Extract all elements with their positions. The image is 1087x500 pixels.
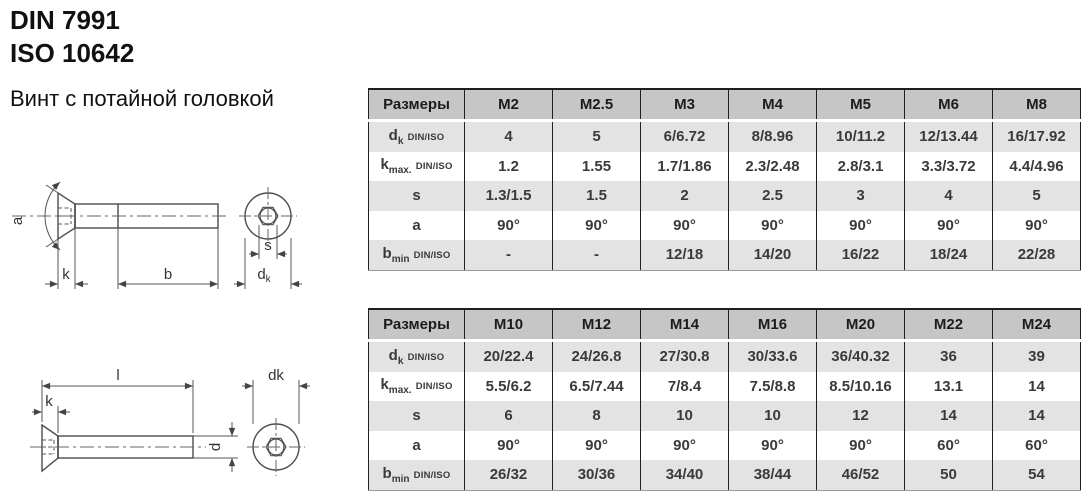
dimension-value: 2.8/3.1 [817,152,905,182]
screw-side-view [42,425,193,471]
column-header-size: M12 [553,309,641,341]
column-header-size: M2 [465,89,553,121]
table-row [369,431,1081,461]
table-row [369,460,1081,490]
dimension-value: 14 [993,401,1081,431]
dimension-value: 14/20 [729,240,817,270]
dimension-value: 18/24 [905,240,993,270]
dimension-value: 8 [553,401,641,431]
row-label: s [369,181,465,211]
standard-iso: ISO 10642 [10,38,135,68]
dimension-value: 36 [905,341,993,372]
angle-label: a [9,216,26,226]
dimension-value: 16/22 [817,240,905,270]
table-row [369,181,1081,211]
dimension-value: 14 [993,372,1081,402]
column-header-sizes: Размеры [369,309,465,341]
dimension-value: - [553,240,641,270]
dimension-value: 26/32 [465,460,553,490]
dimension-value: 90° [817,211,905,241]
dimension-value: 36/40.32 [817,341,905,372]
dimension-value: 60° [905,431,993,461]
dimension-value: 5 [553,121,641,152]
dimension-value: 90° [993,211,1081,241]
dimension-value: 2.5 [729,181,817,211]
row-label: $k_{max.}$ DIN/ISO [369,372,465,402]
dimension-value: 12 [817,401,905,431]
dimension-value: 50 [905,460,993,490]
standards-block [10,4,134,70]
dimension-value: 12/13.44 [905,121,993,152]
head-diameter-label: dk [268,367,284,384]
dimension-value: 3.3/3.72 [905,152,993,182]
dimension-value: 7.5/8.8 [729,372,817,402]
dimension-value: 16/17.92 [993,121,1081,152]
dimension-value: 6 [465,401,553,431]
row-label: $k_{max.}$ DIN/ISO [369,152,465,182]
dimension-value: 90° [729,431,817,461]
dimension-value: 1.5 [553,181,641,211]
dimension-value: 38/44 [729,460,817,490]
dimension-value: 8/8.96 [729,121,817,152]
row-label: a [369,211,465,241]
head-diameter-label: $d_k$ [257,266,271,285]
dimension-value: 10 [641,401,729,431]
column-header-size: M14 [641,309,729,341]
shank-diameter-label: d [207,442,224,452]
row-label: $b_{min}$ DIN/ISO [369,240,465,270]
dimension-value: 54 [993,460,1081,490]
column-header-size: M3 [641,89,729,121]
dimension-value: 30/36 [553,460,641,490]
table-header-row [369,309,1081,341]
dimension-value: 60° [993,431,1081,461]
row-label: $d_k$ DIN/ISO [369,341,465,372]
table-row [369,211,1081,241]
dimension-value: 6.5/7.44 [553,372,641,402]
row-label: s [369,401,465,431]
dimension-value: 12/18 [641,240,729,270]
dimension-value: 90° [553,211,641,241]
dimension-value: 20/22.4 [465,341,553,372]
dimension-value: 2.3/2.48 [729,152,817,182]
dimension-value: 5 [993,181,1081,211]
row-label: $b_{min}$ DIN/ISO [369,460,465,490]
dimension-value: 10/11.2 [817,121,905,152]
screw-end-view [247,418,305,476]
dimension-value: 1.2 [465,152,553,182]
column-header-size: M5 [817,89,905,121]
total-length-label: l [116,367,120,384]
screw-drawing-head-dims [8,158,320,300]
dimension-value: 7/8.4 [641,372,729,402]
head-diameter-dimension [242,380,310,424]
dimension-value: 4 [465,121,553,152]
dimension-value: 90° [729,211,817,241]
dimension-value: 90° [465,431,553,461]
total-length-dimension [42,380,193,433]
row-label: a [369,431,465,461]
thread-length-label: b [163,266,173,283]
standard-din: DIN 7991 [10,5,120,35]
column-header-size: M4 [729,89,817,121]
table-row [369,121,1081,152]
dimension-value: 14 [905,401,993,431]
column-header-size: M8 [993,89,1081,121]
column-header-size: M16 [729,309,817,341]
dimension-value: 22/28 [993,240,1081,270]
dimension-value: 30/33.6 [729,341,817,372]
dimension-value: 90° [553,431,641,461]
table-row [369,240,1081,270]
column-header-size: M24 [993,309,1081,341]
dimension-value: 90° [641,211,729,241]
dimension-value: 10 [729,401,817,431]
column-header-sizes: Размеры [369,89,465,121]
dimension-value: 1.3/1.5 [465,181,553,211]
head-height-label: k [45,393,53,410]
dimension-value: 4.4/4.96 [993,152,1081,182]
dimension-value: - [465,240,553,270]
dimension-value: 39 [993,341,1081,372]
dimensions-table-m2-m8 [368,88,1081,271]
dimension-value: 27/30.8 [641,341,729,372]
table-header-row [369,89,1081,121]
table-row [369,341,1081,372]
dimension-value: 90° [465,211,553,241]
page-title: Винт с потайной головкой [10,86,274,111]
column-header-size: M10 [465,309,553,341]
screw-drawing-length-dims [4,350,326,500]
dimension-value: 2 [641,181,729,211]
dimension-value: 90° [905,211,993,241]
head-height-label: k [62,266,70,283]
socket-width-label: s [264,237,272,254]
dimension-value: 90° [817,431,905,461]
dimension-value: 6/6.72 [641,121,729,152]
dimension-value: 13.1 [905,372,993,402]
dimension-value: 46/52 [817,460,905,490]
table-row [369,401,1081,431]
column-header-size: M6 [905,89,993,121]
head-height-dimension [32,406,70,433]
dimension-value: 24/26.8 [553,341,641,372]
dimension-value: 5.5/6.2 [465,372,553,402]
column-header-size: M22 [905,309,993,341]
dimension-value: 34/40 [641,460,729,490]
dimension-value: 1.55 [553,152,641,182]
dimension-value: 4 [905,181,993,211]
dimension-value: 90° [641,431,729,461]
dimension-value: 1.7/1.86 [641,152,729,182]
column-header-size: M20 [817,309,905,341]
dimension-value: 8.5/10.16 [817,372,905,402]
column-header-size: M2.5 [553,89,641,121]
dimensions-table-m10-m24 [368,308,1081,491]
table-row [369,152,1081,182]
row-label: $d_k$ DIN/ISO [369,121,465,152]
table-row [369,372,1081,402]
dimension-value: 3 [817,181,905,211]
